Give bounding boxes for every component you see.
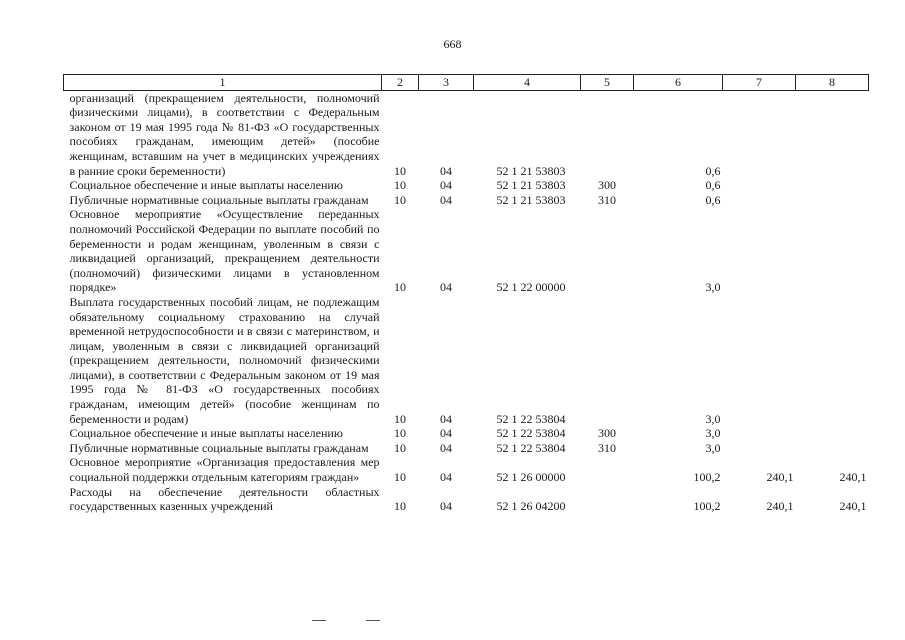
- section-code: 10: [394, 426, 406, 441]
- section-code: 10: [394, 280, 406, 295]
- section-code: 10: [394, 470, 406, 485]
- row-name: организаций (прекращением деятельности, полномочий физическими лицами), в соответствии с Федеральным законом от 19 мая 1995 года № 81-ФЗ «О государственных пособиях гражданам, имеющим детей» (пособие женщинам, вставшим на учет в медицинских учреждениях в ранние сроки беременности): [69, 90, 380, 178]
- amount-year-3: [796, 441, 869, 456]
- amount-year-1: 0,6: [705, 163, 721, 178]
- amount-year-3: [796, 178, 869, 193]
- subsection-code: 04: [440, 499, 452, 514]
- table-row: [64, 178, 869, 193]
- amount-year-1: 3,0: [705, 440, 721, 455]
- table-row: [64, 295, 869, 426]
- amount-year-2: [723, 90, 796, 178]
- table-row: [64, 441, 869, 456]
- column-header: 7: [723, 75, 796, 91]
- expense-type-code: 300: [598, 426, 616, 441]
- amount-year-3: [796, 90, 869, 178]
- row-name: Социальное обеспечение и иные выплаты населению: [69, 178, 343, 193]
- amount-year-2: [723, 441, 796, 456]
- column-header: 1: [64, 75, 382, 91]
- page-number: 668: [443, 37, 462, 51]
- amount-year-1: 3,0: [705, 280, 721, 295]
- row-name: Публичные нормативные социальные выплаты гражданам: [69, 440, 369, 455]
- amount-year-2: 240,1: [766, 499, 794, 514]
- amount-year-3: [796, 207, 869, 295]
- section-code: 10: [394, 192, 406, 207]
- expense-type-code: 300: [598, 178, 616, 193]
- amount-year-2: 240,1: [766, 470, 794, 485]
- section-code: 10: [394, 440, 406, 455]
- subsection-code: 04: [440, 426, 452, 441]
- table-row: [64, 455, 869, 484]
- table-row: [64, 207, 869, 295]
- amount-year-3: 240,1: [839, 470, 867, 485]
- section-code: 10: [394, 163, 406, 178]
- expense-type-code: [581, 485, 634, 514]
- amount-year-3: [796, 426, 869, 441]
- subsection-code: 04: [440, 470, 452, 485]
- amount-year-3: 240,1: [839, 499, 867, 514]
- scan-mark: [366, 620, 380, 621]
- row-name: Выплата государственных пособий лицам, не подлежащим обязательному социальному страхованию на случай временной нетрудоспособности и в связи с материнством, и лицам, уволенным в связи с ликвидацией организаций (прекращением деятельности, полномочий физическими лицами), в соответствии с Федеральным законом от 19 мая 1995 года № 81-ФЗ «О государственных пособиях гражданам, имеющим детей» (пособие женщинам по беременности и родам): [69, 294, 380, 426]
- table-row: [64, 90, 869, 178]
- column-header: 6: [634, 75, 723, 91]
- expense-type-code: 310: [598, 440, 616, 455]
- expense-type-code: [581, 295, 634, 426]
- target-article-code: 52 1 26 04200: [496, 499, 566, 514]
- row-name: Расходы на обеспечение деятельности областных государственных казенных учреждений: [69, 484, 380, 514]
- expense-type-code: [581, 207, 634, 295]
- section-code: 10: [394, 411, 406, 426]
- amount-year-1: 3,0: [705, 426, 721, 441]
- column-header: 2: [382, 75, 419, 91]
- amount-year-2: [723, 295, 796, 426]
- subsection-code: 04: [440, 163, 452, 178]
- target-article-code: 52 1 22 00000: [496, 280, 566, 295]
- target-article-code: 52 1 21 53803: [496, 163, 566, 178]
- amount-year-1: 3,0: [705, 411, 721, 426]
- amount-year-2: [723, 207, 796, 295]
- amount-year-1: 0,6: [705, 192, 721, 207]
- row-name: Основное мероприятие «Осуществление переданных полномочий Российской Федерации по выплате пособий по беременности и родам женщинам, уволенным в связи с ликвидацией организаций, прекращением деятельности (полномочий) физическими лицами в установленном порядке»: [69, 207, 380, 295]
- row-name: Основное мероприятие «Организация предоставления мер социальной поддержки отдельным категориям граждан»: [69, 455, 380, 485]
- amount-year-1: 0,6: [705, 178, 721, 193]
- subsection-code: 04: [440, 440, 452, 455]
- amount-year-1: 100,2: [693, 470, 721, 485]
- target-article-code: 52 1 21 53803: [496, 192, 566, 207]
- section-code: 10: [394, 178, 406, 193]
- amount-year-2: [723, 178, 796, 193]
- row-name: Социальное обеспечение и иные выплаты населению: [69, 426, 343, 441]
- target-article-code: 52 1 21 53803: [496, 178, 566, 193]
- amount-year-1: 100,2: [693, 499, 721, 514]
- expense-type-code: [581, 455, 634, 484]
- budget-table: [63, 74, 869, 514]
- amount-year-2: [723, 426, 796, 441]
- column-header: 4: [474, 75, 581, 91]
- table-row: [64, 485, 869, 514]
- amount-year-3: [796, 193, 869, 208]
- subsection-code: 04: [440, 411, 452, 426]
- table-row: [64, 426, 869, 441]
- target-article-code: 52 1 22 53804: [496, 440, 566, 455]
- amount-year-3: [796, 295, 869, 426]
- expense-type-code: 310: [598, 192, 616, 207]
- amount-year-2: [723, 193, 796, 208]
- column-header: 5: [581, 75, 634, 91]
- expense-type-code: [581, 90, 634, 178]
- subsection-code: 04: [440, 178, 452, 193]
- target-article-code: 52 1 26 00000: [496, 470, 566, 485]
- target-article-code: 52 1 22 53804: [496, 426, 566, 441]
- subsection-code: 04: [440, 280, 452, 295]
- header-row: [64, 75, 869, 91]
- table-row: [64, 193, 869, 208]
- column-header: 3: [419, 75, 474, 91]
- scan-mark: [312, 620, 326, 621]
- section-code: 10: [394, 499, 406, 514]
- subsection-code: 04: [440, 192, 452, 207]
- row-name: Публичные нормативные социальные выплаты гражданам: [69, 192, 369, 207]
- target-article-code: 52 1 22 53804: [496, 411, 566, 426]
- column-header: 8: [796, 75, 869, 91]
